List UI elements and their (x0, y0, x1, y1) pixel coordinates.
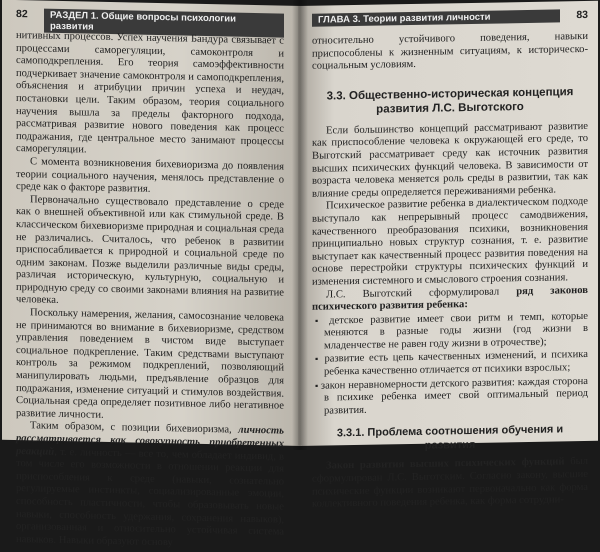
right-page-body (312, 31, 588, 512)
left-paragraph-1: нитивных процессов. Успех научения Бандура связывает с процессами саморегуляции, самоконтроля и самоподкрепления. Его теория самоэффективности подчеркивает значение самоконтроля и самоподкрепления, объяснения и атрибуции причин успеха и неудач, постановки цели. Таким образом, теория социального научения вышла за пределы факторного подхода, рассматривая развитие нового поведения как процесс подражания, где центральное место занимают процессы саморегуляции. (16, 30, 284, 156)
laws-label: ряд законов психического развития ребенка: (312, 284, 588, 313)
left-running-title: РАЗДЕЛ 1. Общие вопросы психологии развития (44, 9, 284, 38)
left-paragraph-4: Поскольку намерения, желания, самосознание человека не принимаются во внимание в бихевиоризме, средством управления поведением в чистом виде выступает социальное подкрепление. Таким средствами выступают контроль за режимом подкреплений, позволяющий манипулировать людьми, предъявление образцов для подражания, изменение ситуаций и стимулов воздействия. Социальная среда определяет позитивное либо негативное развитие личности. (16, 307, 284, 421)
right-paragraph-2: Психическое развитие ребенка в диалектическом подходе выступало как непрерывный процесс самодвижения, качественного преобразования психики, возникновения принципиально новых структур сознания, т. е. развитие выступает как качественный процесс развития поведения на основе перестройки структуры психических функций и изменения системного и смыслового строения сознания. (312, 196, 588, 288)
left-paragraph-5-rest: , т. е. личность — все то, чем обладает индивид, в том числе его возможности в отношении реакции для приспособления к среде (навыки, сознательно регулируемые инстинкты, социализированные эмоции, способность пластичности, чтобы образовывать новые навыки, способность удержания, сохранения навыков), организованная и относительно устойчивая система навыков. Навыки образуют основу (16, 446, 284, 549)
right-page (298, 1, 598, 510)
left-page-body (16, 30, 284, 552)
right-running-header (312, 9, 588, 30)
section-heading-3-3-1: 3.3.1. Проблема соотношения обучения и развития (336, 423, 564, 453)
left-paragraph-2: С момента возникновения бихевиоризма до появления теории социального научения, менялось представление о среде как о факторе развития. (16, 156, 284, 195)
final-paragraph-text: был сформулирован Л.С. Выготским. Согласно закону, высшие психические функции возникают первоначально как форма коллективного поведения ребенка, как форма сотрудни- (312, 456, 588, 510)
left-paragraph-5 (16, 420, 284, 552)
laws-intro-text: Л.С. Выготский сформулировал (326, 285, 517, 301)
law-item-1: ▪ детское развитие имеет свои ритм и темп, которые меняются в разные годы жизни (год жизни в младенчестве не равен году жизни в отрочестве); (312, 310, 588, 354)
right-paragraph-1: Если большинство концепций рассматривают развитие как приспособление человека к окружающей его среде, то Выготский рассматривает среду как источник развития высших психических функций человека. В зависимости от возраста человека меняется роль среды в развитии, так как влияние среды определяется переживаниями ребенка. (312, 120, 588, 200)
left-page (2, 0, 302, 549)
law-item-3: ▪ закон неравномерности детского развития: каждая сторона в психике ребенка имеет свой оптимальный период развития. (312, 375, 588, 419)
right-running-title: ГЛАВА 3. Теории развития личности (312, 9, 560, 26)
left-page-number: 82 (16, 8, 28, 21)
right-page-number: 83 (576, 8, 588, 22)
law-item-2: ▪ развитие есть цепь качественных изменений, и психика ребенка качественно отличается от психики взрослых; (312, 348, 588, 379)
right-final-paragraph (312, 456, 588, 511)
left-paragraph-5-start: Таким образом, с позиции бихевиоризма, (30, 420, 239, 437)
left-running-header (16, 8, 284, 33)
personality-definition-emphasis: личность рассматривается как совокупность приобретенных реакций (16, 425, 284, 458)
right-intro-paragraph: относительно устойчивого поведения, навыки приспособлены к жизненным ситуациям, к историческо-социальным условиям. (312, 30, 588, 72)
left-paragraph-3: Первоначально существовало представление о среде как о внешней объективной или как стимульной среде. В классическом бихевиоризме природная и социальная среда не различались. Считалось, что ребенок в развитии приспосабливается к природной и социальной среде по одним законам. Позже выделили различные виды среды, различая историческую, культурную, социальную и природную среду со своими законами влияния на развитие человека. (16, 194, 284, 307)
section-heading-3-3: 3.3. Общественно-историческая концепция развития Л.С. Выготского (326, 85, 574, 116)
final-paragraph-label: Закон развития высших психических функций (326, 456, 565, 472)
